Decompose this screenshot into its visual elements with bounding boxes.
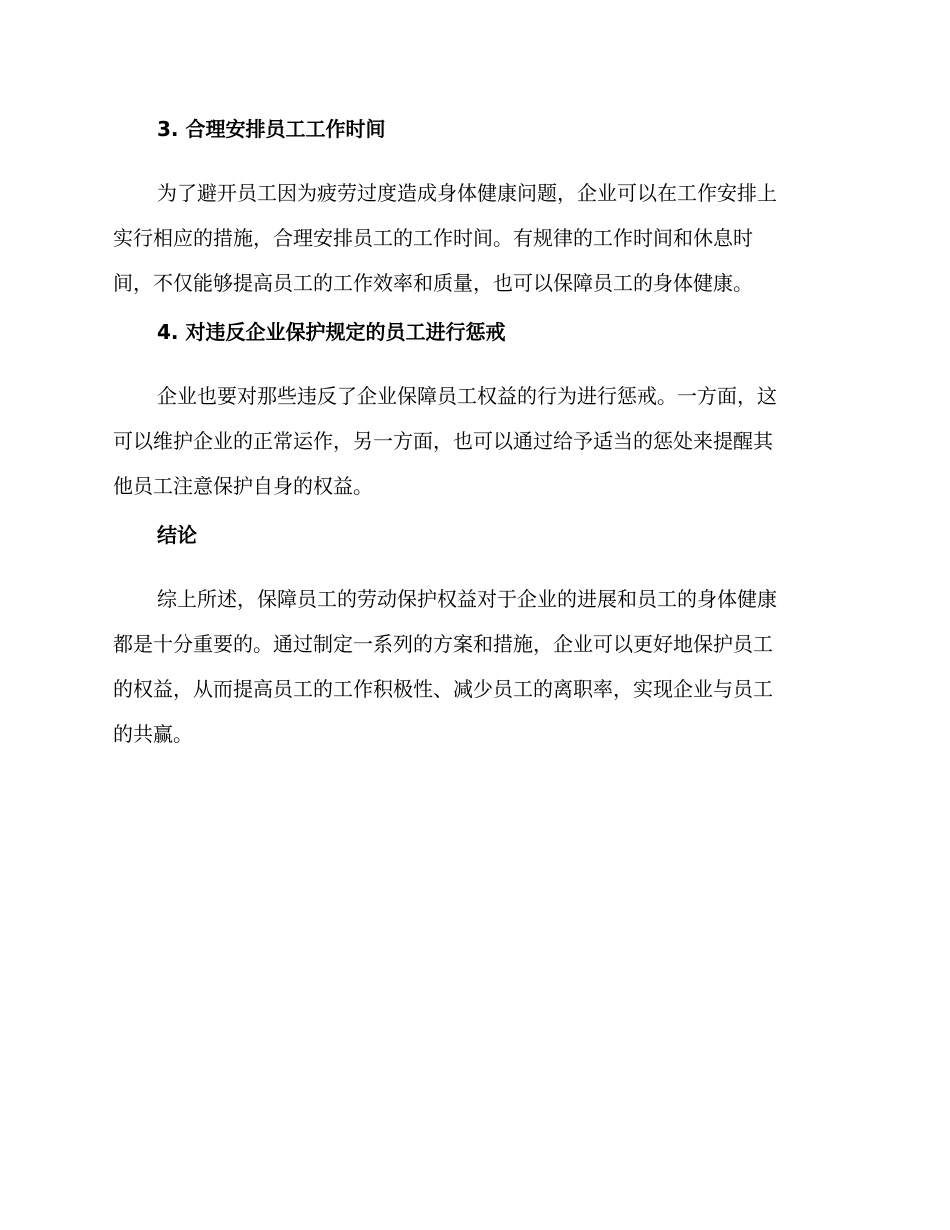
section-heading-4: 4. 对违反企业保护规定的员工进行惩戒 [157, 320, 506, 344]
paragraph-line: 可以维护企业的正常运作，另一方面，也可以通过给予适当的惩处来提醒其 [113, 429, 773, 453]
section-paragraph-4 [113, 374, 830, 509]
paragraph-line: 综上所述，保障员工的劳动保护权益对于企业的进展和员工的身体健康 [157, 587, 777, 611]
paragraph-line: 间，不仅能够提高员工的工作效率和质量，也可以保障员工的身体健康。 [113, 271, 753, 295]
conclusion-paragraph [113, 577, 830, 757]
paragraph-line: 的共赢。 [113, 722, 193, 746]
paragraph-line: 企业也要对那些违反了企业保障员工权益的行为进行惩戒。一方面，这 [157, 384, 777, 408]
paragraph-line: 都是十分重要的。通过制定一系列的方案和措施，企业可以更好地保护员工 [113, 632, 773, 656]
paragraph-line: 为了避开员工因为疲劳过度造成身体健康问题，企业可以在工作安排上 [157, 181, 777, 205]
conclusion-heading: 结论 [157, 523, 197, 547]
paragraph-line: 实行相应的措施，合理安排员工的工作时间。有规律的工作时间和休息时 [113, 226, 753, 250]
paragraph-line: 他员工注意保护自身的权益。 [113, 474, 373, 498]
paragraph-line: 的权益，从而提高员工的工作积极性、减少员工的离职率，实现企业与员工 [113, 677, 773, 701]
section-heading-3: 3. 合理安排员工工作时间 [157, 117, 386, 141]
section-paragraph-3 [113, 171, 830, 306]
